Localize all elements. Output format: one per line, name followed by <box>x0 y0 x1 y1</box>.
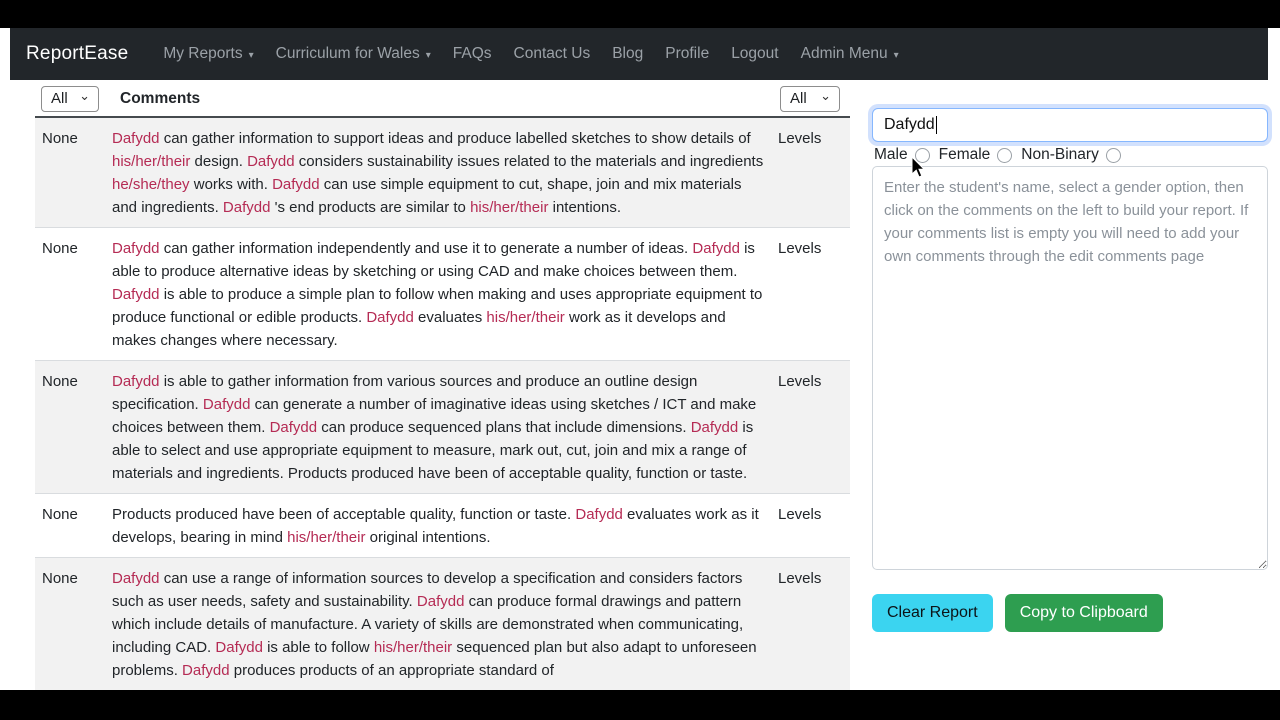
nav-item-label: Logout <box>731 45 779 62</box>
comment-segment: his/her/their <box>486 309 565 326</box>
levels-cell <box>770 228 850 360</box>
comment-segment: Dafydd <box>690 419 739 436</box>
nav-item-logout[interactable] <box>722 39 787 69</box>
levels-button[interactable]: Levels <box>778 570 822 587</box>
status-cell: None <box>42 130 78 147</box>
comment-segment: sequenced plan but also adapt to unforeseen problems. <box>112 639 757 679</box>
comment-segment: is able to gather information from various sources and produce an outline design specification. <box>112 373 698 413</box>
gender-label-male[interactable]: Male <box>874 146 908 163</box>
nav-item-label: Blog <box>612 45 644 62</box>
filter-select-left-value: All <box>51 90 68 107</box>
comment-segment: can gather information to support ideas and produce labelled sketches to show details of <box>159 130 751 147</box>
gender-radio-non-binary[interactable] <box>1106 148 1121 163</box>
comment-text <box>112 228 770 360</box>
comment-segment: Dafydd <box>202 396 251 413</box>
levels-cell <box>770 558 850 690</box>
nav-item-label: My Reports <box>163 45 243 62</box>
copy-to-clipboard-button[interactable]: Copy to Clipboard <box>1005 594 1163 632</box>
gender-label-female[interactable]: Female <box>938 146 991 163</box>
nav-item-label: Contact Us <box>513 45 591 62</box>
gender-label-non-binary[interactable]: Non-Binary <box>1021 146 1099 163</box>
comment-segment: original intentions. <box>365 529 491 546</box>
levels-cell <box>770 361 850 493</box>
comments-table <box>35 118 850 691</box>
comment-segment: considers sustainability issues related to the materials and ingredients <box>294 153 764 170</box>
clear-report-button[interactable]: Clear Report <box>872 594 993 632</box>
levels-button[interactable]: Levels <box>778 506 822 523</box>
nav-item-label: Curriculum for Wales <box>275 45 420 62</box>
comment-segment: Dafydd <box>416 593 465 610</box>
status-cell: None <box>42 570 78 587</box>
caret-down-icon: ▾ <box>425 49 431 61</box>
report-actions <box>872 594 1163 632</box>
comment-segment: works with. <box>189 176 273 193</box>
levels-cell <box>770 118 850 227</box>
comment-text <box>112 494 770 557</box>
text-caret <box>936 116 938 134</box>
comment-segment: Dafydd <box>112 570 160 587</box>
levels-button[interactable]: Levels <box>778 373 822 390</box>
comment-segment: can generate a number of imaginative ideas using sketches / ICT and make choices between them. <box>112 396 757 436</box>
navbar <box>10 28 1268 80</box>
comment-text <box>112 118 770 227</box>
nav-item-profile[interactable] <box>656 39 718 69</box>
comment-segment: is able to follow <box>262 639 374 656</box>
letterbox-top <box>0 0 1280 28</box>
comments-column-header: Comments <box>120 90 201 107</box>
comment-segment: intentions. <box>548 199 621 216</box>
comment-row[interactable] <box>35 494 850 558</box>
comment-segment: Dafydd <box>575 506 623 523</box>
report-builder-panel <box>872 108 1268 668</box>
filter-bar <box>35 88 850 118</box>
comment-segment: Dafydd <box>112 130 160 147</box>
comment-segment: work as it develops and makes changes where necessary. <box>112 309 726 349</box>
comment-row[interactable] <box>35 558 850 691</box>
report-textarea[interactable] <box>872 166 1268 570</box>
status-cell: None <box>42 373 78 390</box>
brand-logo[interactable]: ReportEase <box>26 43 129 64</box>
comment-segment: evaluates work as it develops, bearing in mind <box>112 506 759 546</box>
chevron-down-icon: ⌄ <box>79 87 90 103</box>
nav-item-label: FAQs <box>452 45 492 62</box>
gender-radio-female[interactable] <box>997 148 1012 163</box>
student-name-input[interactable] <box>872 108 1268 142</box>
chevron-down-icon: ⌄ <box>820 87 831 103</box>
comment-segment: can use simple equipment to cut, shape, join and mix materials and ingredients. <box>112 176 742 216</box>
comment-segment: he/she/they <box>112 176 190 193</box>
caret-down-icon: ▾ <box>893 49 899 61</box>
nav-items <box>154 39 911 69</box>
filter-select-right[interactable] <box>780 86 840 112</box>
nav-item-label: Admin Menu <box>800 45 888 62</box>
filter-select-left[interactable] <box>41 86 99 112</box>
comment-segment: can produce formal drawings and pattern which include details of manufacture. A variety of skills are demonstrated when communicating, including CAD. <box>112 593 744 656</box>
letterbox-bottom <box>0 690 1280 720</box>
caret-down-icon: ▾ <box>248 49 254 61</box>
nav-item-blog[interactable] <box>603 39 652 69</box>
comment-segment: Products produced have been of acceptable quality, function or taste. <box>112 506 576 523</box>
comment-segment: Dafydd <box>112 240 160 257</box>
gender-radio-male[interactable] <box>915 148 930 163</box>
status-cell: None <box>42 240 78 257</box>
comment-segment: his/her/their <box>112 153 191 170</box>
nav-item-admin-menu[interactable] <box>792 39 908 69</box>
comment-row[interactable] <box>35 361 850 494</box>
comment-segment: Dafydd <box>692 240 740 257</box>
comment-text <box>112 361 770 493</box>
comment-text <box>112 558 770 690</box>
comment-segment: Dafydd <box>222 199 271 216</box>
comment-segment: Dafydd <box>182 662 230 679</box>
nav-item-label: Profile <box>665 45 710 62</box>
comment-segment: Dafydd <box>269 419 318 436</box>
levels-button[interactable]: Levels <box>778 130 822 147</box>
comment-segment: Dafydd <box>112 286 160 303</box>
comment-segment: is able to produce alternative ideas by sketching or using CAD and make choices between them. <box>112 240 755 280</box>
comment-segment: Dafydd <box>366 309 414 326</box>
comment-segment: can gather information independently and use it to generate a number of ideas. <box>159 240 693 257</box>
comment-segment: can produce sequenced plans that include dimensions. <box>317 419 691 436</box>
comment-segment: Dafydd <box>247 153 295 170</box>
status-cell: None <box>42 506 78 523</box>
student-name-value: Dafydd <box>884 116 935 133</box>
levels-cell <box>770 494 850 557</box>
filter-select-right-value: All <box>790 90 807 107</box>
comment-segment: 's end products are similar to <box>270 199 471 216</box>
gender-row <box>874 145 1130 165</box>
comment-segment: Dafydd <box>272 176 320 193</box>
nav-item-curriculum-for-wales[interactable] <box>267 39 440 69</box>
nav-item-contact-us[interactable] <box>505 39 600 69</box>
comment-segment: can use a range of information sources to develop a specification and considers factors such as user needs, safety and sustainability. <box>112 570 743 610</box>
nav-item-my-reports[interactable] <box>154 39 262 69</box>
comment-segment: his/her/their <box>287 529 366 546</box>
comment-segment: Dafydd <box>215 639 263 656</box>
comment-segment: produces products of an appropriate standard of <box>229 662 554 679</box>
comments-panel <box>35 88 850 691</box>
comment-segment: design. <box>190 153 248 170</box>
comment-segment: is able to select and use appropriate equipment to measure, mark out, cut, join and mix a range of materials and ingredients. Products produced have been of acceptable quality, function or taste. <box>112 419 754 482</box>
comment-segment: evaluates <box>413 309 487 326</box>
comment-segment: Dafydd <box>112 373 160 390</box>
nav-item-faqs[interactable] <box>444 39 501 69</box>
comment-segment: his/her/their <box>470 199 549 216</box>
comment-segment: his/her/their <box>373 639 453 656</box>
comment-row[interactable] <box>35 228 850 361</box>
levels-button[interactable]: Levels <box>778 240 822 257</box>
comment-row[interactable] <box>35 118 850 228</box>
comment-segment: is able to produce a simple plan to follow when making and uses appropriate equipment to produce functional or edible products. <box>112 286 763 326</box>
